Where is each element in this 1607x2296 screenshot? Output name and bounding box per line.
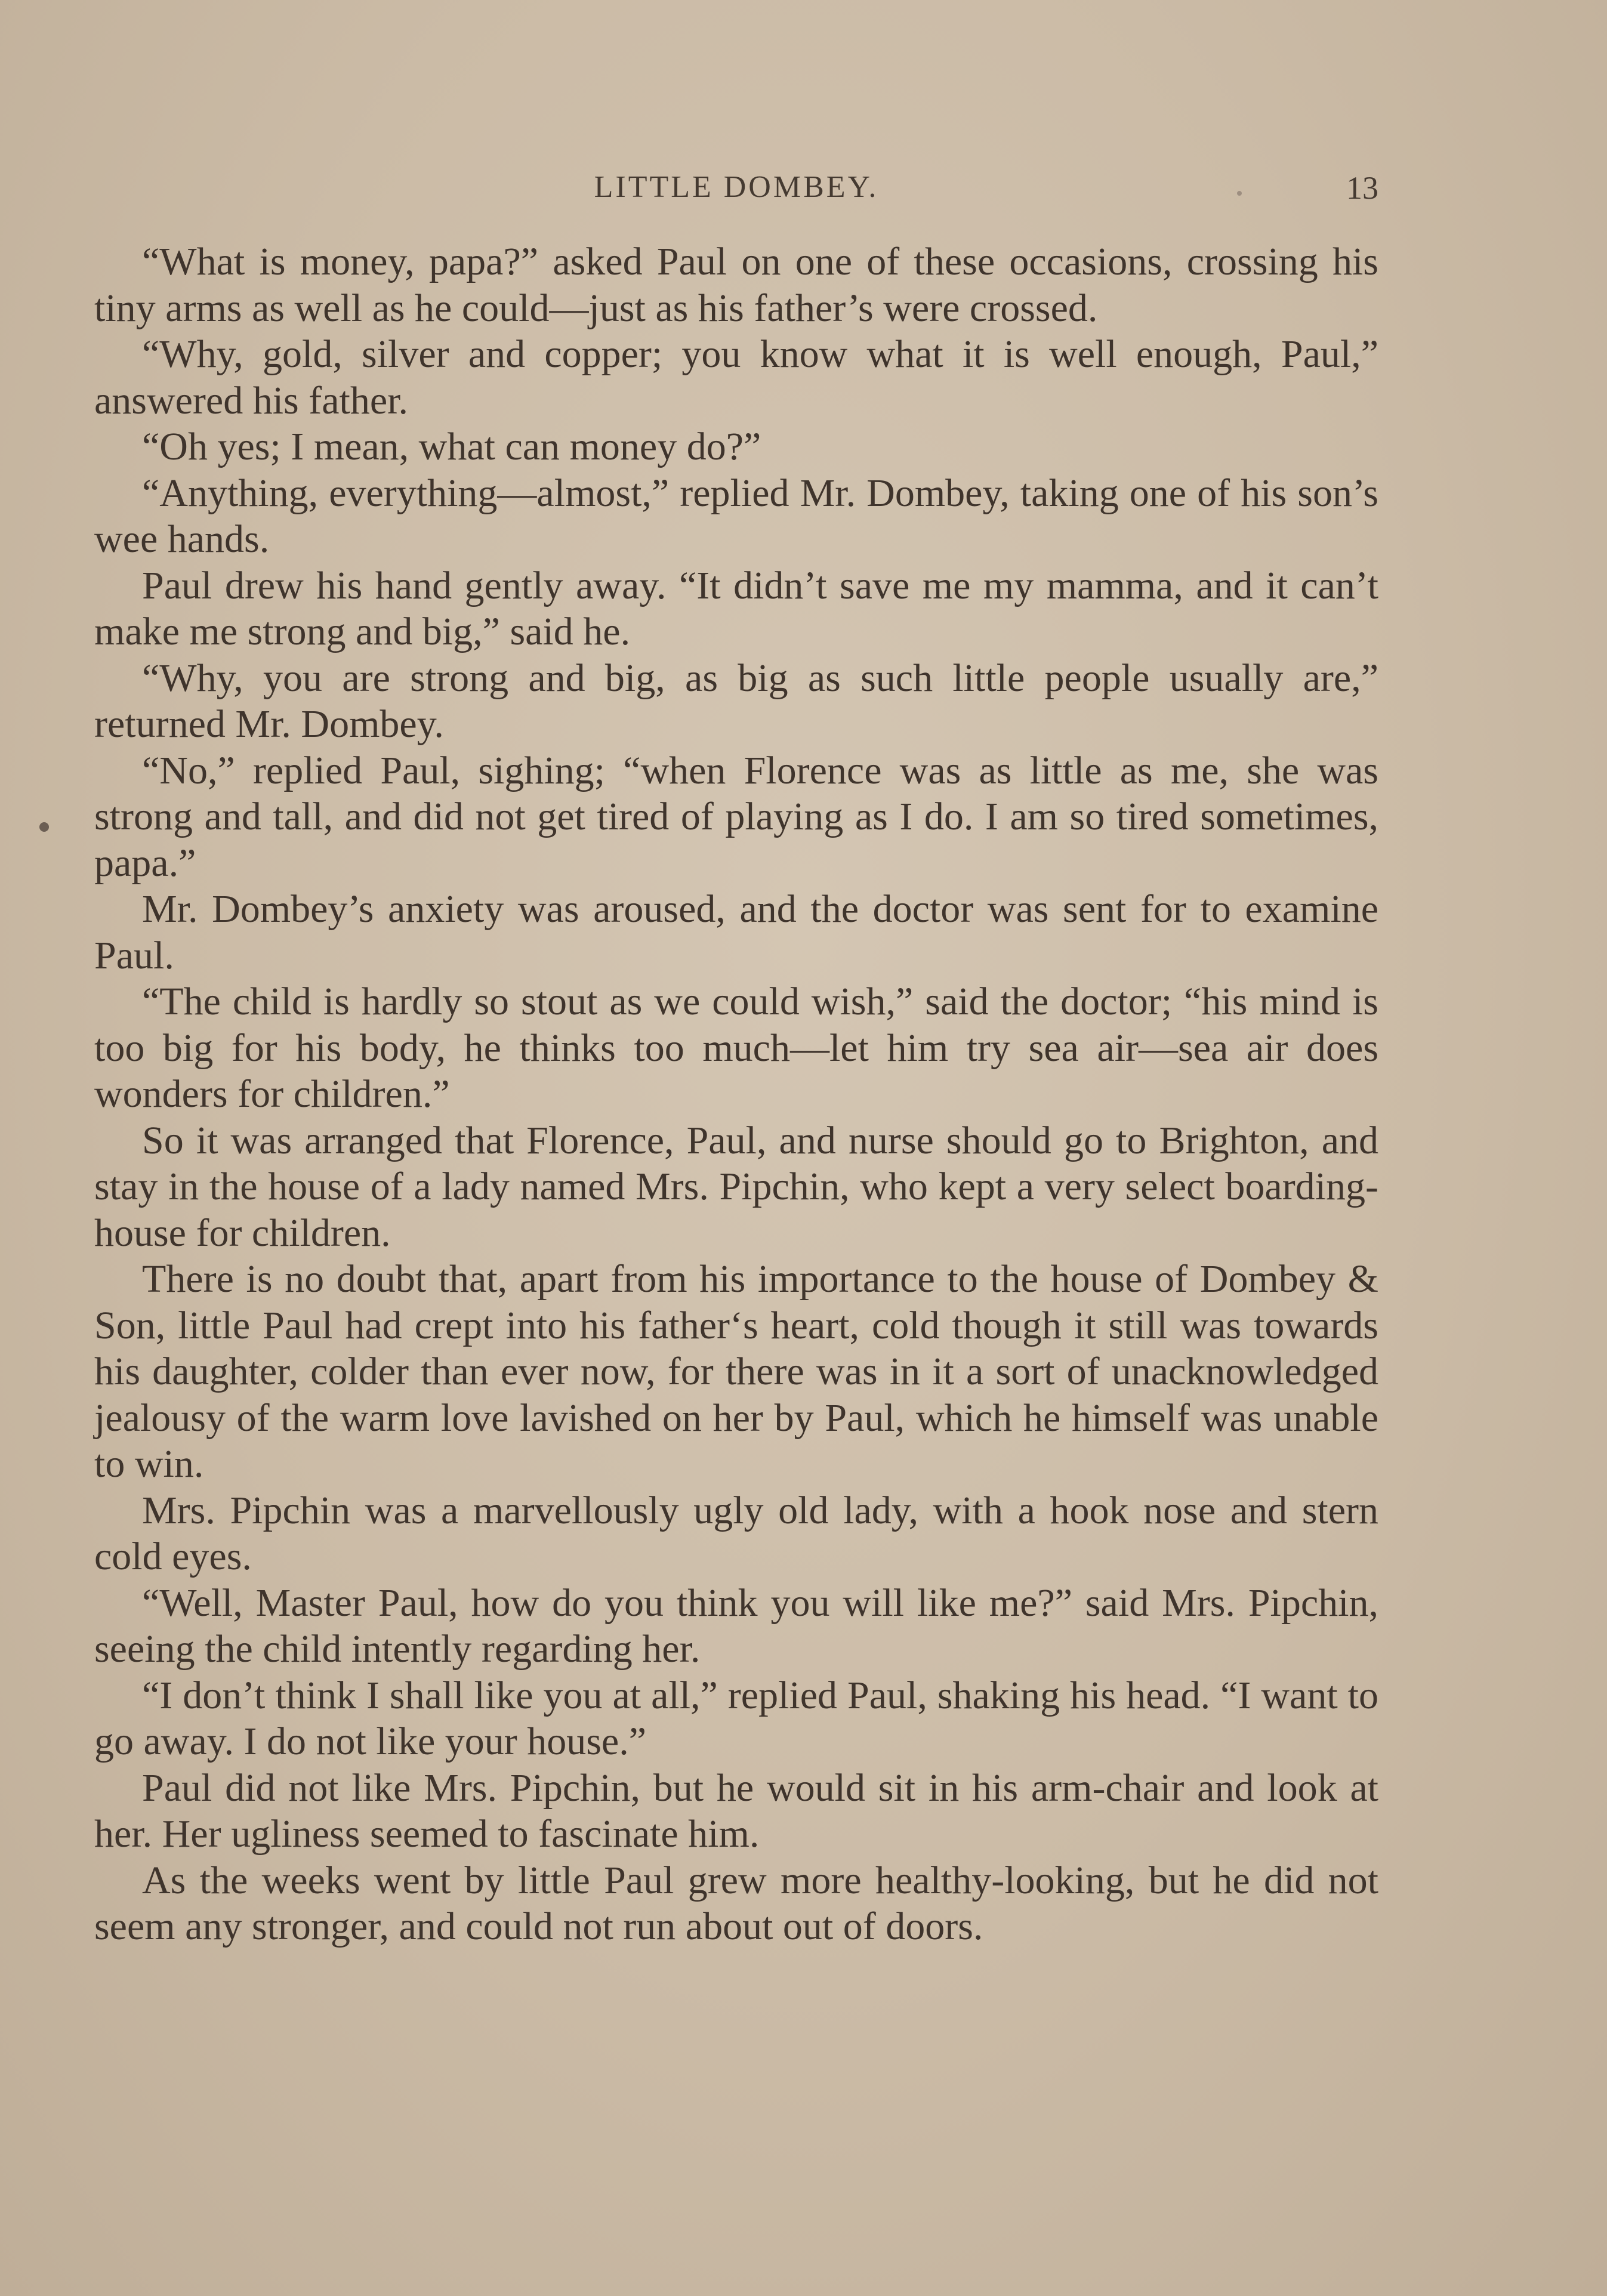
page-header [94,169,1378,217]
paragraph: Mr. Dombey’s anxiety was aroused, and the doctor was sent for to examine Paul. [94,887,1378,977]
paragraph: There is no doubt that, apart from his importance to the house of Dombey & Son, little Paul had crept into his father‘s heart, cold though it still was towards his daughter, colder than ever now, for there was in it a sort of unacknowledged jealousy of the warm love lavished on her by Paul, which he himself was unable to win. [94,1257,1378,1486]
paragraph: Paul drew his hand gently away. “It didn’t save me my mamma, and it can’t make me strong and big,” said he. [94,563,1378,653]
paragraph: “What is money, papa?” asked Paul on one of these occasions, crossing his tiny arms as well as he could—just as his father’s were crossed. [94,240,1378,330]
paragraph: So it was arranged that Florence, Paul, and nurse should go to Brighton, and stay in the house of a lady named Mrs. Pipchin, who kept a very select boarding-house for children. [94,1118,1378,1255]
paragraph: “Oh yes; I mean, what can money do?” [142,425,761,468]
paragraph: “Anything, everything—almost,” replied Mr. Dombey, taking one of his son’s wee hands. [94,471,1378,561]
paragraph: Paul did not like Mrs. Pipchin, but he would sit in his arm-chair and look at her. Her ugliness seemed to fascinate him. [94,1766,1378,1856]
body-text [94,239,1378,1950]
page-number: 13 [1346,170,1378,206]
paragraph: Mrs. Pipchin was a marvellously ugly old lady, with a hook nose and stern cold eyes. [94,1488,1378,1578]
paragraph: “Well, Master Paul, how do you think you will like me?” said Mrs. Pipchin, seeing the child intently regarding her. [94,1581,1378,1671]
ink-speck [39,822,49,832]
paragraph: “Why, gold, silver and copper; you know what it is well enough, Paul,” answered his father. [94,332,1378,422]
paragraph: “The child is hardly so stout as we could wish,” said the doctor; “his mind is too big for his body, he thinks too much—let him try sea air—sea air does wonders for children.” [94,980,1378,1116]
paragraph: As the weeks went by little Paul grew more healthy-looking, but he did not seem any stronger, and could not run about out of doors. [94,1858,1378,1948]
paragraph: “I don’t think I shall like you at all,” replied Paul, shaking his head. “I want to go away. I do not like your house.” [94,1673,1378,1763]
paragraph: “Why, you are strong and big, as big as such little people usually are,” returned Mr. Dombey. [94,656,1378,746]
running-title: LITTLE DOMBEY. [594,170,879,204]
paragraph: “No,” replied Paul, sighing; “when Florence was as little as me, she was strong and tall, and did not get tired of playing as I do. I am so tired sometimes, papa.” [94,748,1378,885]
